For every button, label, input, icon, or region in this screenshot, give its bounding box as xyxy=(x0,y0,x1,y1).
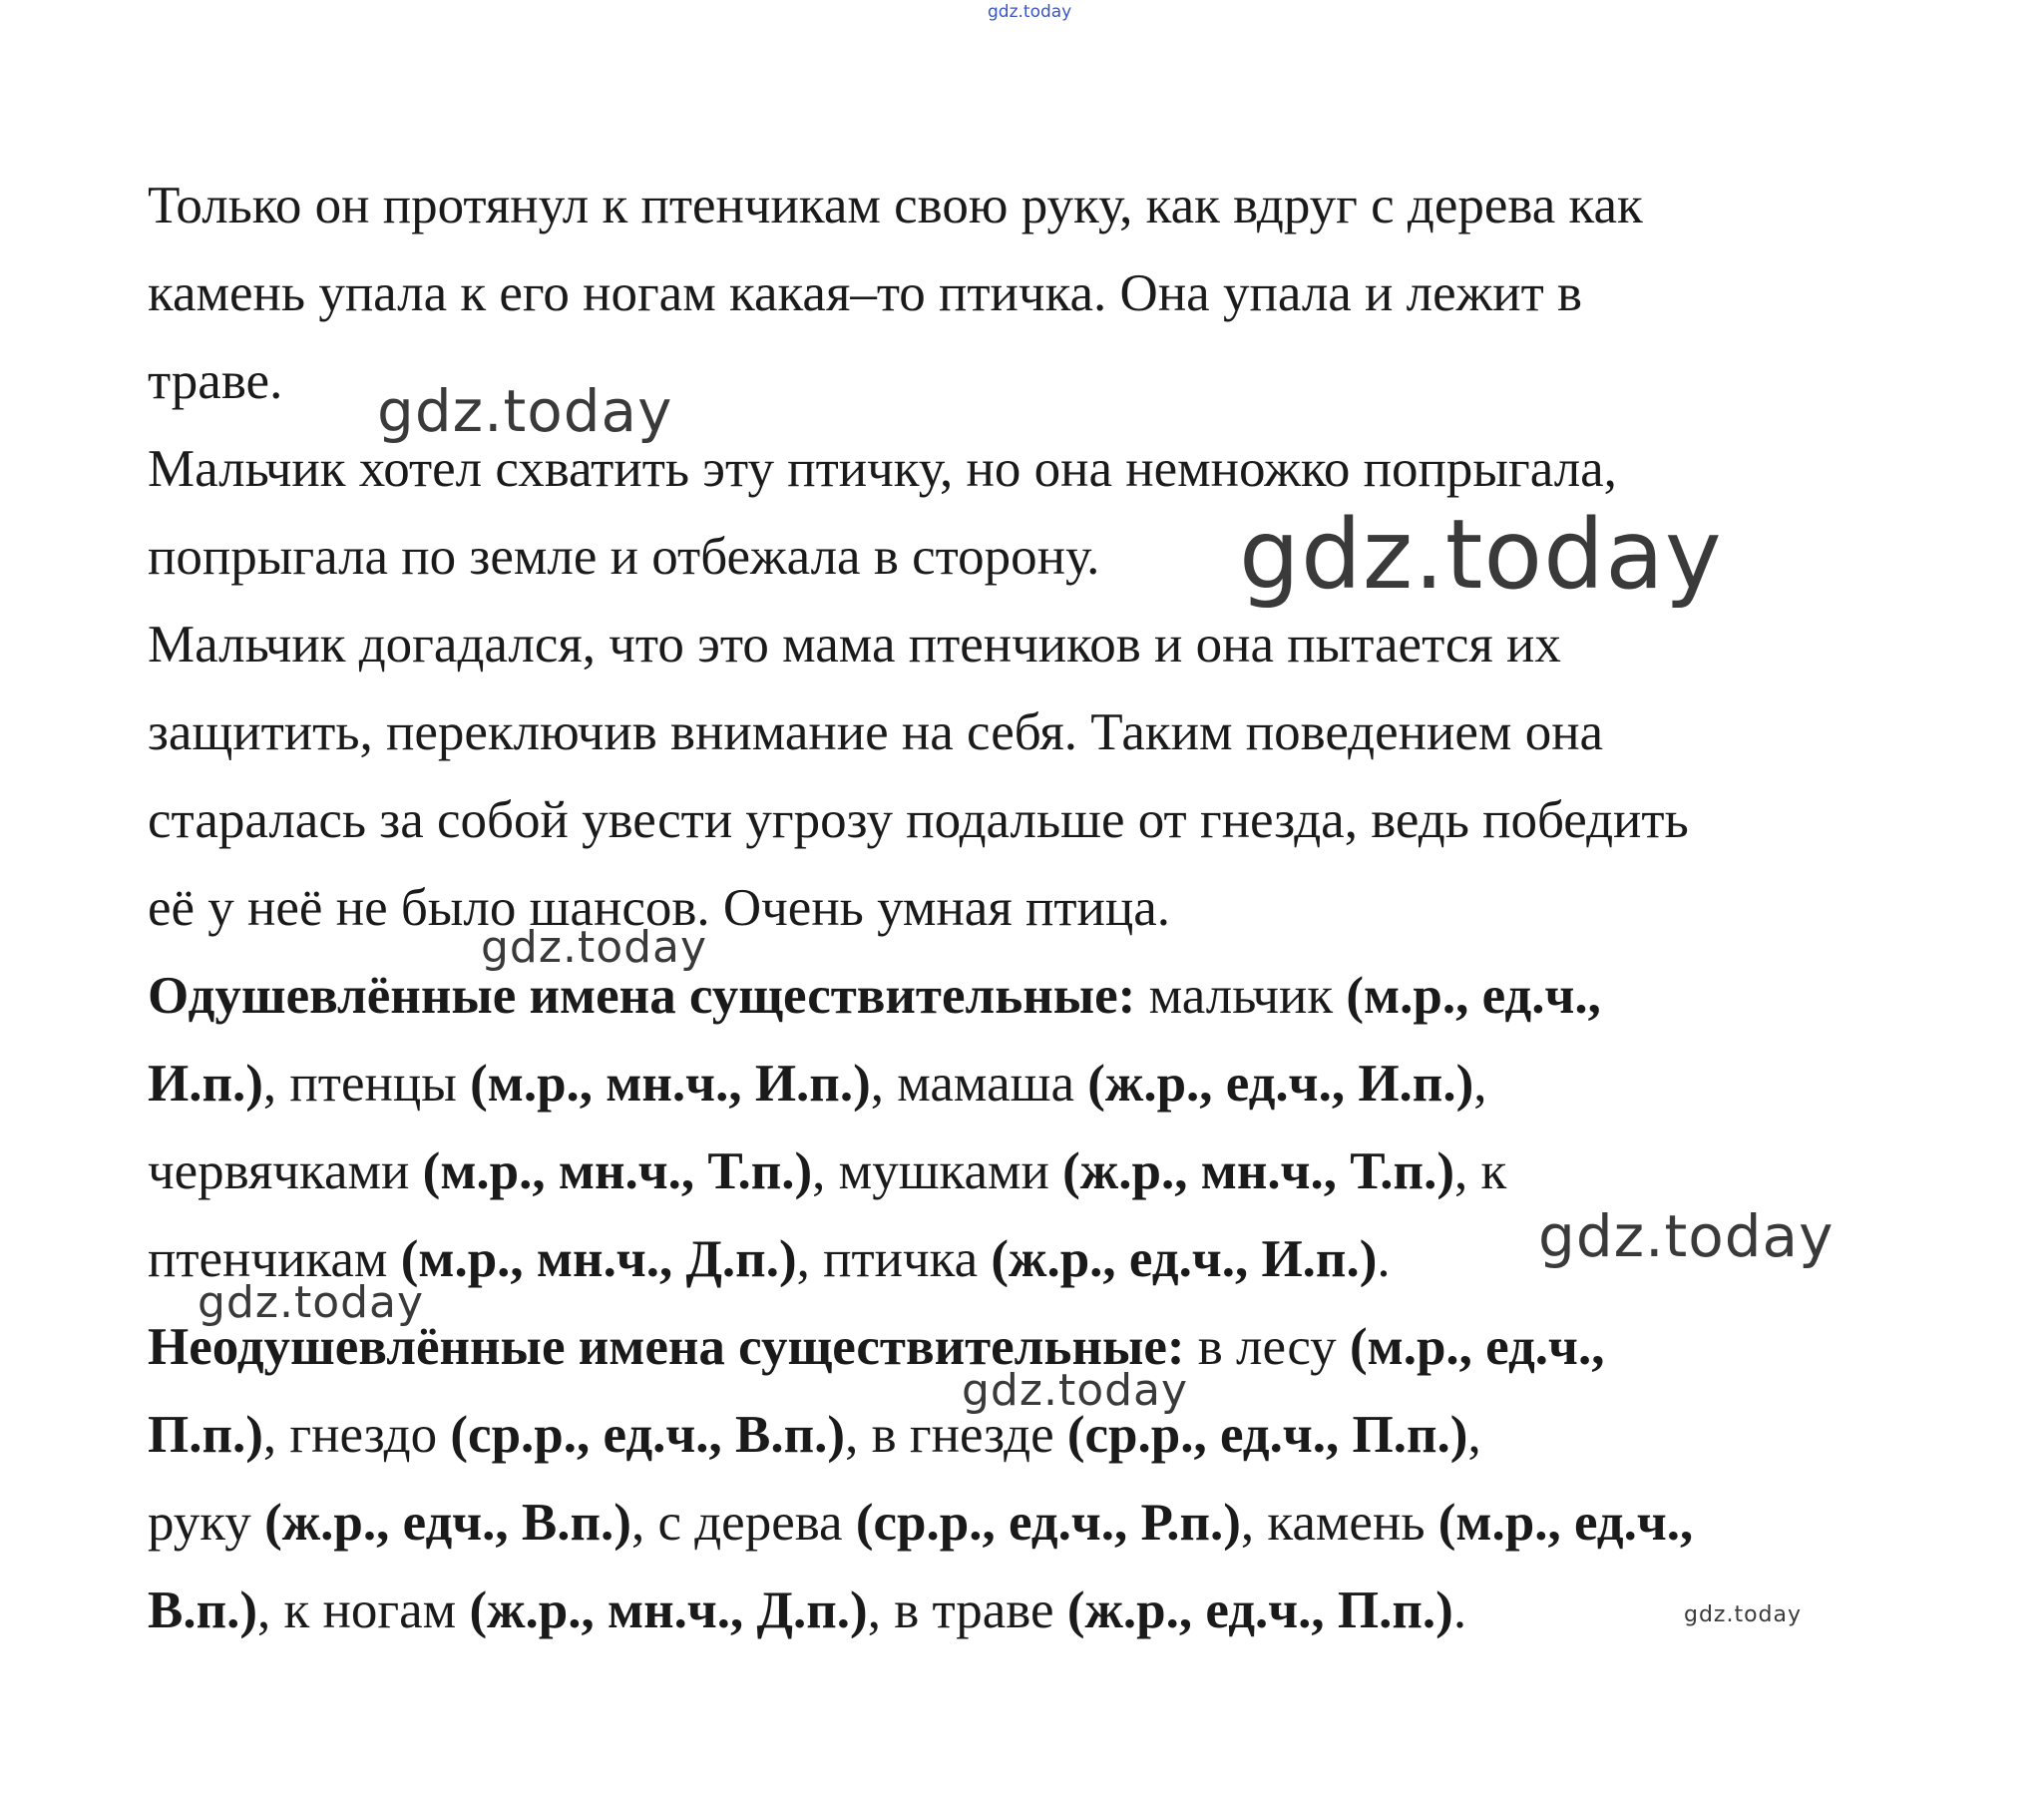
animate-line-1 xyxy=(148,952,1923,1040)
inanimate-word: , гнездо xyxy=(262,1406,451,1464)
text-line-4: Мальчик хотел схватить эту птичку, но она немножко попрыгала, xyxy=(148,440,1617,498)
animate-grammar: (ж.р., ед.ч., И.п.) xyxy=(1087,1055,1474,1113)
animate-word: , мамаша xyxy=(870,1055,1088,1113)
inanimate-word: , с дерева xyxy=(630,1494,856,1552)
animate-word: , к xyxy=(1453,1142,1507,1200)
inanimate-word: , в траве xyxy=(867,1581,1067,1639)
watermark: gdz.today xyxy=(1684,1602,1803,1627)
inanimate-grammar: (ср.р., ед.ч., Р.п.) xyxy=(855,1494,1241,1552)
inanimate-heading: Неодушевлённые имена существительные: xyxy=(148,1318,1185,1376)
inanimate-grammar: (м.р., ед.ч., xyxy=(1437,1494,1694,1552)
top-source-mark: gdz.today xyxy=(988,2,1072,22)
text-line-3: траве. xyxy=(148,352,283,410)
inanimate-grammar: (ж.р., едч., В.п.) xyxy=(264,1494,631,1552)
inanimate-word: , в гнезде xyxy=(845,1406,1067,1464)
animate-grammar: (ж.р., ед.ч., И.п.) xyxy=(991,1230,1378,1288)
animate-grammar: (ж.р., мн.ч., Т.п.) xyxy=(1062,1142,1454,1200)
animate-grammar: (м.р., мн.ч., Т.п.) xyxy=(422,1142,813,1200)
inanimate-punct: . xyxy=(1452,1581,1467,1639)
animate-line-2 xyxy=(148,1040,1923,1127)
inanimate-word: , камень xyxy=(1240,1494,1438,1552)
inanimate-grammar: П.п.) xyxy=(148,1406,263,1464)
animate-word: , птичка xyxy=(796,1230,992,1288)
watermark: gdz.today xyxy=(1239,499,1723,611)
animate-heading: Одушевлённые имена существительные: xyxy=(148,967,1136,1025)
animate-grammar: И.п.) xyxy=(148,1055,263,1113)
inanimate-grammar: (ж.р., мн.ч., Д.п.) xyxy=(469,1581,868,1639)
animate-word: , птенцы xyxy=(262,1055,471,1113)
text-line-1: Только он протянул к птенчикам свою руку, как вдруг с дерева как xyxy=(148,177,1643,234)
inanimate-grammar: (ж.р., ед.ч., П.п.) xyxy=(1066,1581,1453,1639)
animate-grammar: (м.р., мн.ч., И.п.) xyxy=(470,1055,871,1113)
text-line-8: старалась за собой увести угрозу подальше от гнезда, ведь победить xyxy=(148,791,1689,849)
animate-word: червячками xyxy=(148,1142,423,1200)
animate-grammar: (м.р., мн.ч., Д.п.) xyxy=(400,1230,797,1288)
text-line-7: защитить, переключив внимание на себя. Таким поведением она xyxy=(148,703,1604,761)
watermark: gdz.today xyxy=(377,377,673,445)
inanimate-punct: , xyxy=(1467,1406,1481,1464)
text-line-5: попрыгала по земле и отбежала в сторону. xyxy=(148,528,1100,586)
text-line-2: камень упала к его ногам какая–то птичка. Она упала и лежит в xyxy=(148,264,1583,322)
watermark: gdz.today xyxy=(198,1277,425,1328)
animate-punct: . xyxy=(1377,1230,1391,1288)
inanimate-grammar: (м.р., ед.ч., xyxy=(1349,1318,1605,1376)
inanimate-word: , к ногам xyxy=(257,1581,470,1639)
watermark: gdz.today xyxy=(481,922,708,973)
watermark: gdz.today xyxy=(962,1365,1189,1416)
animate-punct: , xyxy=(1473,1055,1487,1113)
inanimate-grammar: (ср.р., ед.ч., В.п.) xyxy=(450,1406,846,1464)
animate-word: птенчикам xyxy=(148,1230,401,1288)
inanimate-line-3 xyxy=(148,1479,1923,1567)
inanimate-grammar: В.п.) xyxy=(148,1581,258,1639)
inanimate-word: руку xyxy=(148,1494,265,1552)
inanimate-word: в лесу xyxy=(1184,1318,1350,1376)
inanimate-line-4 xyxy=(148,1567,1923,1654)
text-line-6: Мальчик догадался, что это мама птенчиков и она пытается их xyxy=(148,616,1561,674)
animate-word: , мушками xyxy=(812,1142,1063,1200)
animate-grammar: (м.р., ед.ч., xyxy=(1346,967,1601,1025)
animate-word: мальчик xyxy=(1135,967,1347,1025)
watermark: gdz.today xyxy=(1538,1202,1835,1270)
text-line-9: её у неё не было шансов. Очень умная птица. xyxy=(148,879,1170,937)
inanimate-grammar: (ср.р., ед.ч., П.п.) xyxy=(1066,1406,1468,1464)
